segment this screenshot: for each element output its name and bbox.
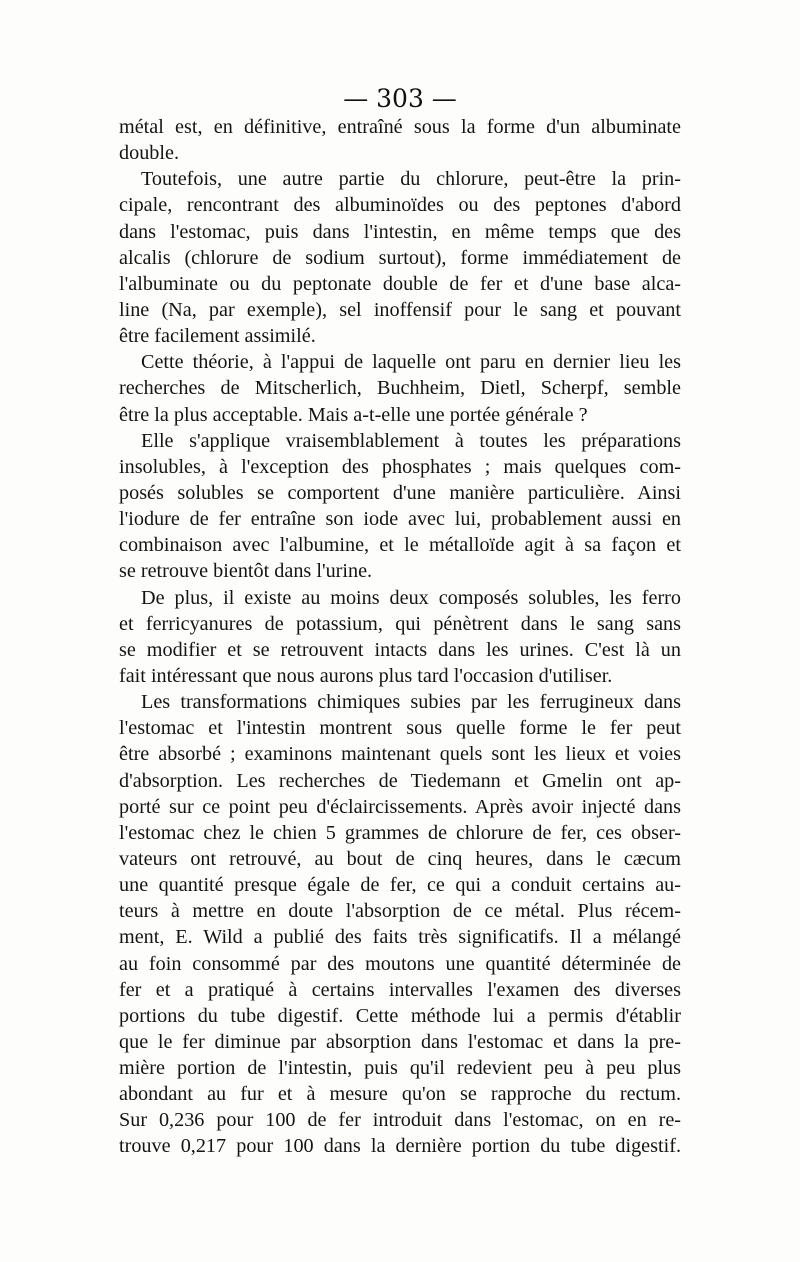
text-line: l'albuminate ou du peptonate double de fer et d'une base alca- <box>119 272 681 295</box>
text-line: l'estomac chez le chien 5 grammes de chlorure de fer, ces obser- <box>119 821 681 844</box>
text-line: double. <box>119 142 179 165</box>
text-line: être facilement assimilé. <box>119 325 316 348</box>
text-line: posés solubles se comportent d'une manière particulière. Ainsi <box>119 481 681 504</box>
text-line: Les transformations chimiques subies par les ferrugineux dans <box>141 691 681 714</box>
text-line: l'estomac et l'intestin montrent sous quelle forme le fer peut <box>119 717 681 740</box>
text-line: mière portion de l'intestin, puis qu'il redevient peu à peu plus <box>119 1057 681 1080</box>
text-line: recherches de Mitscherlich, Buchheim, Dietl, Scherpf, semble <box>119 377 681 400</box>
text-line: Sur 0,236 pour 100 de fer introduit dans l'estomac, on en re- <box>119 1109 681 1132</box>
text-line: métal est, en définitive, entraîné sous la forme d'un albuminate <box>119 116 681 138</box>
text-line: porté sur ce point peu d'éclaircissements. Après avoir injecté dans <box>119 795 681 818</box>
text-line: dans l'estomac, puis dans l'intestin, en même temps que des <box>119 220 681 243</box>
text-line: cipale, rencontrant des albuminoïdes ou des peptones d'abord <box>119 194 681 217</box>
text-line: De plus, il existe au moins deux composés solubles, les ferro <box>141 586 681 609</box>
text-line: combinaison avec l'albumine, et le métalloïde agit à sa façon et <box>119 534 681 557</box>
text-line: se retrouve bientôt dans l'urine. <box>119 560 373 583</box>
text-line: insolubles, à l'exception des phosphates ; mais quelques com- <box>119 455 681 478</box>
text-line: teurs à mettre en doute l'absorption de ce métal. Plus récem- <box>119 900 681 923</box>
text-line: vateurs ont retrouvé, au bout de cinq heures, dans le cæcum <box>119 847 681 870</box>
text-line: être absorbé ; examinons maintenant quels sont les lieux et voies <box>119 743 681 766</box>
text-line: Toutefois, une autre partie du chlorure, peut-être la prin- <box>141 168 681 191</box>
text-line: et ferricyanures de potassium, qui pénètrent dans le sang sans <box>119 612 681 635</box>
text-line: se modifier et se retrouvent intacts dans les urines. C'est là un <box>119 638 681 661</box>
text-line: alcalis (chlorure de sodium surtout), forme immédiatement de <box>119 246 681 269</box>
body-text <box>119 114 681 1160</box>
text-line: abondant au fur et à mesure qu'on se rapproche du rectum. <box>119 1083 681 1106</box>
text-line: ment, E. Wild a publié des faits très significatifs. Il a mélangé <box>119 926 681 949</box>
text-line: l'iodure de fer entraîne son iode avec lui, probablement aussi en <box>119 508 681 531</box>
text-line: d'absorption. Les recherches de Tiedemann et Gmelin ont ap- <box>119 769 681 792</box>
text-line: être la plus acceptable. Mais a-t-elle une portée générale ? <box>119 403 588 426</box>
text-line: une quantité presque égale de fer, ce qui a conduit certains au- <box>119 874 681 897</box>
text-line: Elle s'applique vraisemblablement à toutes les préparations <box>141 429 681 452</box>
text-line: fer et a pratiqué à certains intervalles l'examen des diverses <box>119 978 681 1001</box>
text-line: portions du tube digestif. Cette méthode lui a permis d'établir <box>119 1004 681 1027</box>
page-number: — 303 — <box>343 84 457 113</box>
text-line: au foin consommé par des moutons une quantité déterminée de <box>119 952 681 975</box>
text-line: line (Na, par exemple), sel inoffensif pour le sang et pouvant <box>119 298 681 321</box>
text-line: que le fer diminue par absorption dans l'estomac et dans la pre- <box>119 1030 681 1053</box>
text-line: fait intéressant que nous aurons plus tard l'occasion d'utiliser. <box>119 664 613 687</box>
text-line: Cette théorie, à l'appui de laquelle ont paru en dernier lieu les <box>141 351 681 374</box>
text-line: trouve 0,217 pour 100 dans la dernière portion du tube digestif. <box>119 1135 681 1158</box>
